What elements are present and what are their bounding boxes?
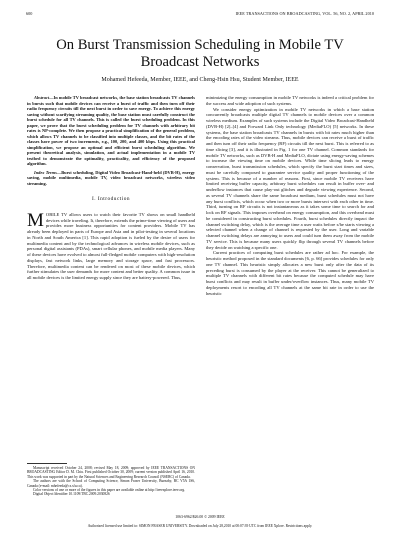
author-line: Mohamed Hefeeda, Member, IEEE, and Cheng-Hsin Hsu, Student Member, IEEE	[101, 77, 299, 83]
intro-paragraph	[27, 209, 195, 281]
right-paragraph-3: Current practices of computing burst schedules are rather ad hoc. For example, the heuristic method proposed in the standard documents [6, p. 66] provides schedules for only one TV channel. This heuristic simply allocates a new burst only after the data of its preceding burst is consumed by the player at the receiver. This cannot be generalized to multiple TV channels with different bit rates because the computed schedule may have burst conflicts and may result in buffer under/overflow instances. Thus, many mobile TV deployments resort to encoding all TV channels at the same bit rate in order to use the heuristic	[206, 250, 374, 296]
footnote-doi: Digital Object Identifier 10.1109/TBC.2009.2030826	[33, 492, 110, 497]
abstract	[27, 95, 195, 167]
section-heading: I. Introduction	[91, 196, 131, 202]
right-column	[206, 95, 374, 296]
right-paragraph-1: minimizing the energy consumption in mobile TV networks is indeed a critical problem for the success and wide adoption of such systems.	[206, 95, 374, 106]
page-number: 600	[26, 11, 33, 16]
abstract-label: Abstract	[34, 95, 50, 100]
title-line-2: Broadcast Networks	[140, 54, 260, 70]
footnote-affiliation: The authors are with the School of Computing Science, Simon Fraser University, Burnaby, BC V5A 1S6, Canada (e-mail: mhefeeda@cs.sfu.ca).	[27, 479, 195, 488]
title-line-1: On Burst Transmission Scheduling in Mobile TV	[56, 37, 344, 53]
drop-cap: M	[27, 209, 44, 231]
running-header	[26, 11, 374, 19]
index-terms-text: —Burst scheduling, Digital Video Broadcast-Hand-held (DVB-H), energy saving, mobile multimedia, mobile TV, video broadcast networks, wireless video streaming.	[27, 169, 195, 186]
footnotes	[27, 466, 195, 497]
abstract-text: —In mobile TV broadcast networks, the base station broadcasts TV channels in bursts such that mobile devices can receive a burst of traffic and then turn off their radio frequency circuits till the next burst in order to save energy. To achieve this energy saving without scarifying streaming quality, the base station must carefully construct the burst schedule for all TV channels. This is called the burst scheduling problem. In this paper, we prove that the burst scheduling problem for TV channels with arbitrary bit rates is NP-complete. We then propose a practical simplification of the general problem, which allows TV channels to be classified into multiple classes, and the bit rates of the classes have power of two increments, e.g., 100, 200, and 400 kbps. Using this practical simplification, we propose an optimal and efficient burst scheduling algorithm. We present theoretical analysis, simulation, and actual implementation in a mobile TV testbed to demonstrate the optimality, practicality, and efficiency of the proposed algorithm.	[27, 95, 195, 166]
index-terms	[27, 170, 195, 187]
left-column	[27, 95, 195, 281]
license-notice: Authorized licensed use limited to: SIMON FRASER UNIVERSITY. Downloaded on July 28,2010 at 00:07:39 UTC from IEEE Xplore. Restrictions apply.	[87, 524, 313, 528]
right-paragraph-2: We consider energy optimization in mobile TV networks in which a base station concurrently broadcasts multiple digital TV channels to mobile devices over a common wireless medium. Examples of such systems include the Digital Video Broadcast-Handheld (DVB-H) [2]–[4] and Forward Link Only technology (MediaFLO) [5] networks. In these systems, the base station broadcasts TV channels in bursts with bit rates much higher than the encoding rates of the video streams. Thus, mobile devices can receive a burst of traffic and then turn off their radio frequency (RF) circuits till the next burst. This is referred to as time slicing [3], and it is illustrated in Fig. 1 for one TV channel. Common standards for mobile TV networks, such as DVB-H and MediaFLO, dictate using energy-saving schemes to increase the viewing time on mobile devices. While time slicing leads to energy conservation, burst transmission schedules, which specify the burst start times and sizes, must be carefully composed to guarantee service quality and proper functioning of the system. This is because of a number of reasons. First, since mobile TV receivers have limited receiving buffer capacity, arbitrary burst schedules can result in buffer over- and underflow instances that cause play-out glitches and degrade viewing experience. Second, as several TV channels share the same broadcast medium, burst schedules must not have any burst conflicts, which occur when two or more bursts intersect with each other in time. Third, turning on RF circuits is not instantaneous as it takes some time to search for and lock on RF signals. This imposes overhead on energy consumption, and this overhead must be considered in constructing burst schedules. Fourth, burst schedules directly impact the channel switching delay, which is the average time a user waits before s/he starts viewing a selected channel when a change of channel is requested by the user. Long and variable channel switching delays are annoying to users and could turn them away from the mobile TV service. This is because many users quickly flip through several TV channels before they decide on watching a specific one.	[206, 106, 374, 250]
footnote-color: Color versions of one or more of the figures in this paper are available online at http://ieeexplore.ieee.org.	[33, 488, 186, 493]
paper-title	[20, 37, 380, 71]
journal-name: IEEE TRANSACTIONS ON BROADCASTING, VOL. 56, NO. 2, APRIL 2010	[235, 11, 374, 16]
index-terms-label: Index Terms	[34, 169, 57, 175]
intro-text: OBILE TV allows users to watch their favorite TV shows on small handheld devices while traveling. It, therefore, extends the prime-time viewing of users and provides more business opportunities for content providers. Mobile TV has already been deployed in parts of Europe and Asia and in pilot-testing in several locations in North and South America [1]. This rapid adoption is fueled by the desire of users for multimedia content and by the technological advances in wireless mobile devices, such as personal digital assistants (PDAs), smart cellular phones, and mobile media players. Many of these devices have evolved to almost full-fledged mobile computers with high-resolution displays, fast network links, large memory and storage space, and fast processors. Therefore, multimedia content can be rendered on most of these mobile devices, which further stimulates the user demands for more content and better quality. A common issue in all mobile devices is the limited energy supply since they are battery-powered. Thus,	[27, 211, 195, 280]
copyright-line: 1063-6962/$26.00 © 2009 IEEE	[175, 515, 225, 519]
footnote-received: Manuscript received October 24, 2008; revised May 18, 2009; approved by IEEE TRANSACTIONS ON BROADCASTING Editor D. M. Chiu. First published October 30, 2009; current version published April 16, 2010. This work was supported in part by the Natural Sciences and Engineering Research Council (NSERC) of Canada.	[27, 466, 195, 479]
footnote-rule	[27, 463, 67, 464]
